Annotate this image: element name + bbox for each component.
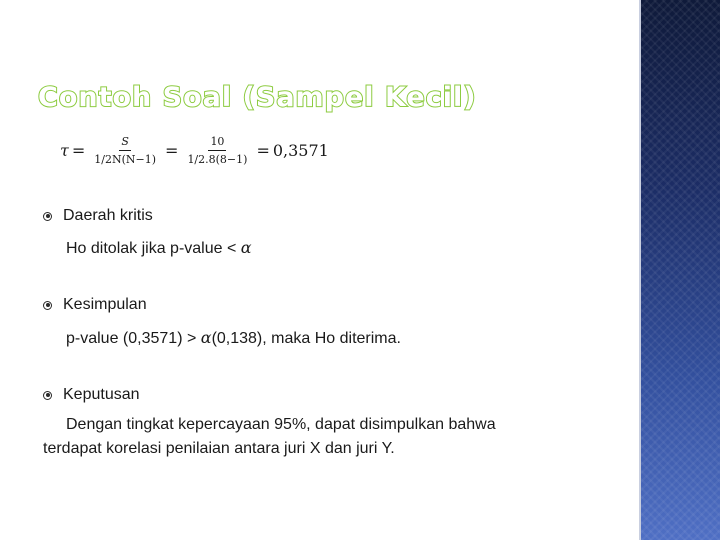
fraction-2-numerator: 10: [208, 136, 226, 151]
tau-formula: [60, 126, 329, 174]
formula-fraction-1: [92, 136, 158, 165]
slide-title: Contoh Soal (Sampel Kecil): [38, 82, 477, 113]
formula-result: 0,3571: [272, 140, 329, 160]
section-heading: Daerah kritis: [63, 207, 153, 224]
section-heading: Keputusan: [63, 386, 140, 403]
alpha-symbol: α: [200, 328, 212, 347]
section-body-line-2: terdapat korelasi penilaian antara juri X dan juri Y.: [43, 440, 395, 457]
fraction-2-denominator: 1/2.8(8−1): [187, 152, 248, 166]
section-body-line-1: Dengan tingkat kepercayaan 95%, dapat disimpulkan bahwa: [66, 416, 496, 433]
formula-equals-2: =: [165, 140, 179, 160]
fraction-1-denominator: 1/2N(N−1): [94, 152, 157, 166]
formula-equals-3: =: [256, 140, 270, 160]
bullet-kesimpulan: [43, 296, 147, 314]
bullet-keputusan: [43, 386, 140, 404]
decorative-side-panel: [641, 0, 720, 540]
section-heading: Kesimpulan: [63, 296, 147, 313]
fraction-1-numerator: S: [119, 136, 131, 151]
body-text-post: (0,138), maka Ho diterima.: [211, 330, 401, 347]
section-body: [66, 328, 401, 348]
bullet-daerah-kritis: [43, 207, 153, 225]
alpha-symbol: α: [240, 238, 252, 257]
radio-bullet-icon: [43, 212, 52, 221]
radio-bullet-icon: [43, 391, 52, 400]
formula-fraction-2: [185, 136, 249, 165]
section-body: [66, 238, 252, 258]
body-text: Ho ditolak jika p-value <: [66, 240, 241, 257]
formula-lhs: τ: [60, 140, 69, 160]
body-text-pre: p-value (0,3571) >: [66, 330, 201, 347]
formula-equals-1: =: [71, 140, 86, 160]
radio-bullet-icon: [43, 301, 52, 310]
